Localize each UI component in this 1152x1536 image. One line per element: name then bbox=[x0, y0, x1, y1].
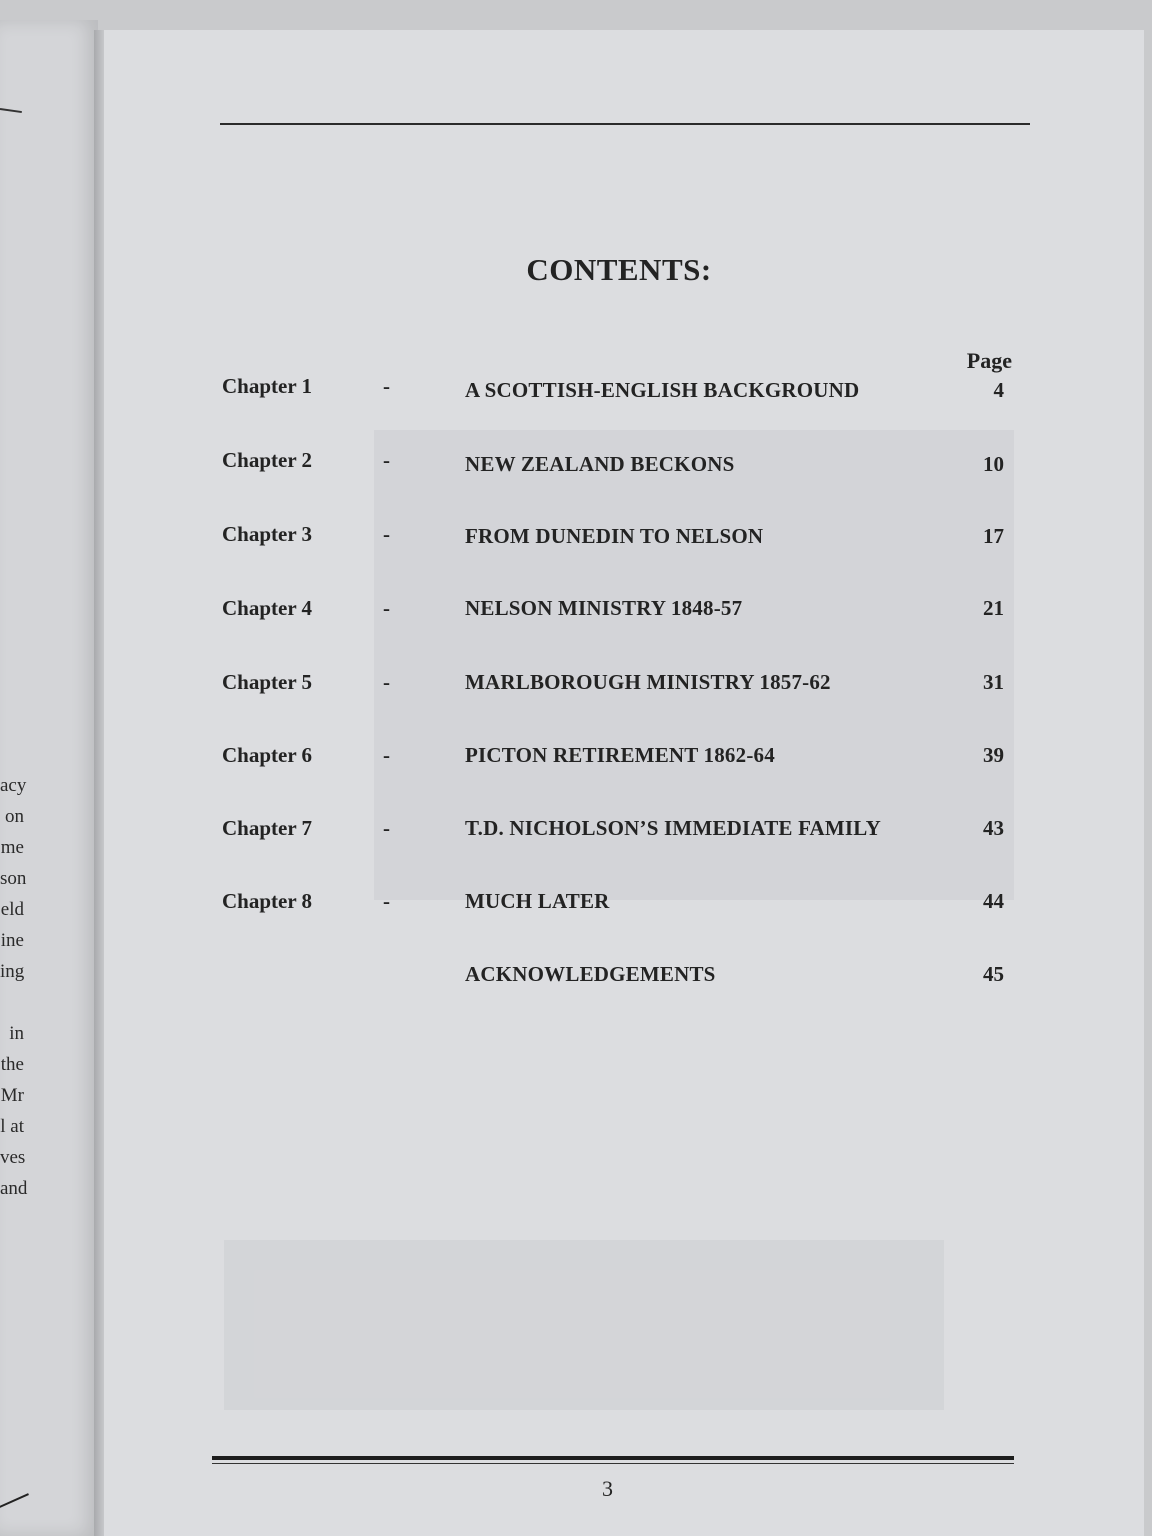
toc-page-number: 45 bbox=[983, 962, 1004, 986]
facing-page-text-fragments bbox=[0, 770, 28, 1204]
toc-chapter-title: ACKNOWLEDGEMENTS bbox=[465, 962, 716, 986]
fragment: eld bbox=[0, 899, 24, 920]
fragment: l at bbox=[0, 1116, 24, 1137]
show-through-image-lower bbox=[224, 1240, 944, 1410]
fragment: son bbox=[0, 868, 27, 889]
toc-chapter-title: MUCH LATER bbox=[465, 889, 610, 913]
toc-page-number: 17 bbox=[983, 524, 1004, 548]
toc-chapter-label: Chapter 4 bbox=[222, 596, 313, 620]
bottom-rule bbox=[212, 1456, 1014, 1460]
fragment: on bbox=[5, 806, 24, 827]
toc-page-number: 31 bbox=[983, 670, 1004, 694]
toc-chapter-title: MARLBOROUGH MINISTRY 1857-62 bbox=[465, 670, 831, 694]
contents-page bbox=[104, 30, 1144, 1536]
toc-entry bbox=[104, 743, 1144, 773]
facing-page-stroke bbox=[0, 1493, 29, 1509]
toc-entry bbox=[104, 522, 1144, 552]
toc-chapter-label: Chapter 2 bbox=[222, 448, 313, 472]
facing-page bbox=[0, 20, 98, 1536]
page-title: CONTENTS: bbox=[526, 252, 712, 287]
fragment: ves bbox=[0, 1147, 26, 1168]
toc-entry bbox=[104, 962, 1144, 992]
toc-separator: - bbox=[383, 889, 390, 913]
toc-chapter-title: T.D. NICHOLSON’S IMMEDIATE FAMILY bbox=[465, 816, 881, 840]
toc-page-number: 10 bbox=[983, 452, 1004, 476]
fragment: and bbox=[0, 1178, 28, 1199]
toc-chapter-title: PICTON RETIREMENT 1862-64 bbox=[465, 743, 775, 767]
toc-separator: - bbox=[383, 816, 390, 840]
fragment: acy bbox=[0, 775, 27, 796]
toc-page-number: 43 bbox=[983, 816, 1004, 840]
fragment: me bbox=[0, 837, 24, 858]
toc-page-number: 4 bbox=[993, 378, 1004, 402]
toc-separator: - bbox=[383, 670, 390, 694]
facing-page-rule bbox=[0, 108, 22, 113]
toc-entry bbox=[104, 596, 1144, 626]
toc-chapter-title: NEW ZEALAND BECKONS bbox=[465, 452, 735, 476]
toc-chapter-label: Chapter 3 bbox=[222, 522, 313, 546]
toc-page-number: 21 bbox=[983, 596, 1004, 620]
fragment: ing bbox=[0, 961, 25, 982]
toc-separator: - bbox=[383, 448, 390, 472]
toc-entry bbox=[104, 670, 1144, 700]
fragment: in bbox=[9, 1023, 24, 1044]
toc-chapter-label: Chapter 7 bbox=[222, 816, 313, 840]
toc-chapter-title: FROM DUNEDIN TO NELSON bbox=[465, 524, 764, 548]
page-number-folio: 3 bbox=[602, 1476, 613, 1501]
toc-chapter-label: Chapter 5 bbox=[222, 670, 313, 694]
toc-separator: - bbox=[383, 374, 390, 398]
page-column-heading: Page bbox=[966, 348, 1012, 373]
toc-separator: - bbox=[383, 596, 390, 620]
toc-entry bbox=[104, 448, 1144, 478]
toc-entry bbox=[104, 816, 1144, 846]
toc-page-number: 39 bbox=[983, 743, 1004, 767]
fragment: ine bbox=[0, 930, 24, 951]
toc-chapter-label: Chapter 6 bbox=[222, 743, 313, 767]
toc-chapter-label: Chapter 8 bbox=[222, 889, 313, 913]
toc-entry bbox=[104, 374, 1144, 404]
fragment: the bbox=[0, 1054, 24, 1075]
toc-chapter-label: Chapter 1 bbox=[222, 374, 313, 398]
fragment bbox=[0, 987, 24, 1018]
toc-separator: - bbox=[383, 522, 390, 546]
bottom-rule-thin bbox=[212, 1463, 1014, 1464]
toc-entry bbox=[104, 889, 1144, 919]
fragment: Mr bbox=[0, 1085, 24, 1106]
toc-page-number: 44 bbox=[983, 889, 1004, 913]
toc-separator: - bbox=[383, 743, 390, 767]
toc-chapter-title: A SCOTTISH-ENGLISH BACKGROUND bbox=[465, 378, 860, 402]
top-rule bbox=[220, 123, 1030, 125]
toc-chapter-title: NELSON MINISTRY 1848-57 bbox=[465, 596, 743, 620]
